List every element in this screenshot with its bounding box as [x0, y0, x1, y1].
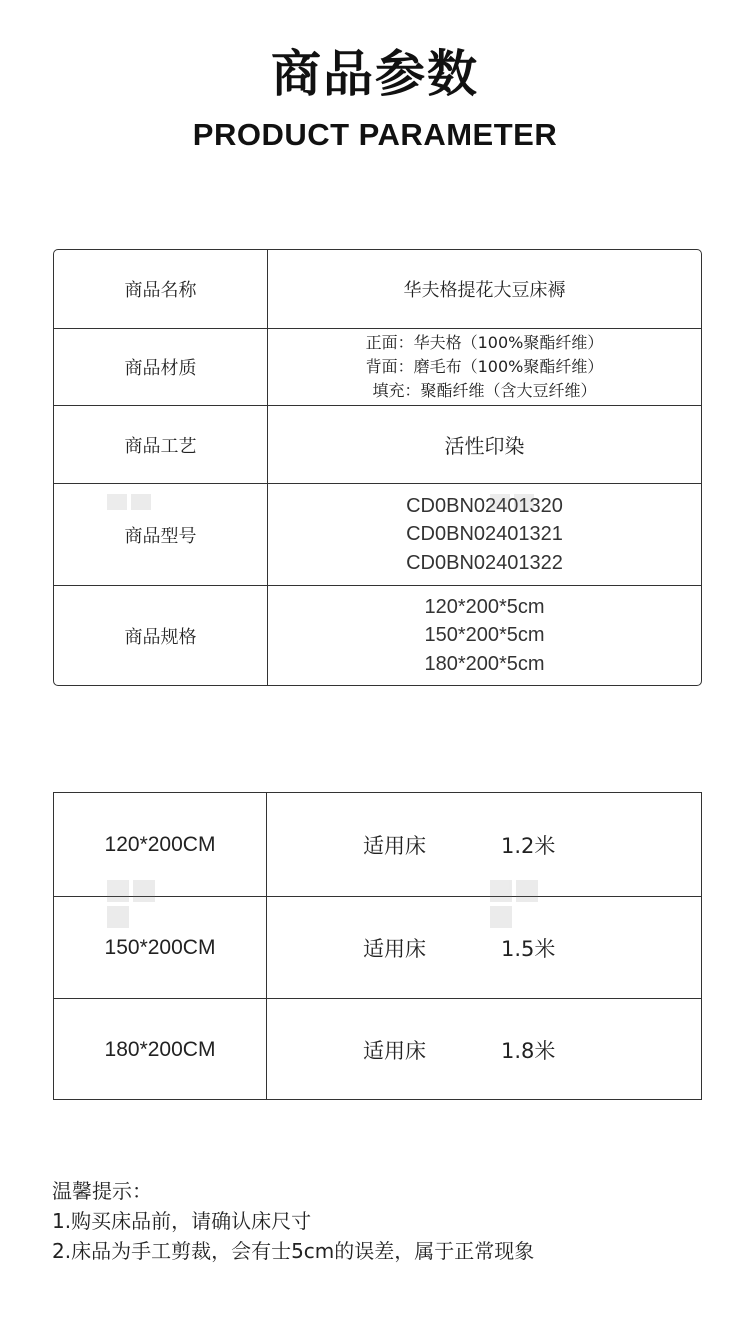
param-value-line: 活性印染: [444, 434, 525, 458]
tips-title: 温馨提示：: [52, 1179, 152, 1203]
param-label: 商品名称: [124, 280, 197, 301]
param-row-spec: [54, 585, 701, 685]
bed-length: 1.2米: [501, 833, 556, 858]
param-row-material: [54, 328, 701, 405]
param-row-model: [54, 483, 701, 585]
param-value-line: 背面：磨毛布（100%聚酯纤维）: [365, 357, 604, 376]
param-value-line: CD0BN02401322: [406, 551, 563, 574]
bed-length: 1.8米: [501, 1038, 556, 1063]
param-value-line: CD0BN02401321: [406, 523, 563, 546]
size-table: [53, 792, 702, 1100]
size-value: 120*200CM: [104, 832, 216, 856]
param-value-line: 150*200*5cm: [424, 624, 545, 647]
parameter-table: [53, 249, 702, 686]
param-value-line: 华夫格提花大豆床褥: [403, 280, 566, 301]
size-bed-cell: [266, 999, 701, 1100]
size-value: 150*200CM: [104, 936, 216, 959]
tips-item: 1.购买床品前，请确认床尺寸: [52, 1209, 312, 1233]
param-label: 商品工艺: [124, 435, 197, 457]
param-value: [267, 406, 701, 483]
param-row-craft: [54, 405, 701, 483]
param-value-line: 120*200*5cm: [424, 595, 545, 618]
size-bed-cell: [266, 793, 701, 896]
page-title: 商品参数: [271, 45, 479, 103]
param-label: 商品型号: [124, 525, 197, 547]
size-bed-cell: [266, 897, 701, 999]
bed-label: 适用床: [363, 833, 426, 858]
bed-label: 适用床: [363, 1038, 426, 1063]
size-row: [54, 793, 701, 896]
param-value: [267, 586, 701, 685]
size-row: [54, 896, 701, 999]
param-value: [267, 484, 701, 585]
param-value-line: 180*200*5cm: [424, 652, 545, 675]
param-row-name: [54, 250, 701, 328]
param-label: 商品规格: [124, 626, 197, 648]
bed-length: 1.5米: [501, 937, 556, 961]
tips-item: 2.床品为手工剪裁，会有士5cm的误差，属于正常现象: [52, 1239, 535, 1263]
param-value-line: 正面：华夫格（100%聚酯纤维）: [365, 333, 604, 352]
tips-section: [52, 1176, 534, 1266]
param-value-line: CD0BN02401320: [406, 494, 563, 517]
size-row: [54, 998, 701, 1100]
size-value: 180*200CM: [104, 1037, 216, 1061]
page-subtitle: PRODUCT PARAMETER: [192, 117, 558, 152]
param-label: 商品材质: [124, 358, 197, 379]
bed-label: 适用床: [363, 937, 426, 961]
param-value: [267, 329, 701, 405]
param-value-line: 填充：聚酯纤维（含大豆纤维）: [372, 381, 597, 400]
param-value: [267, 250, 701, 328]
